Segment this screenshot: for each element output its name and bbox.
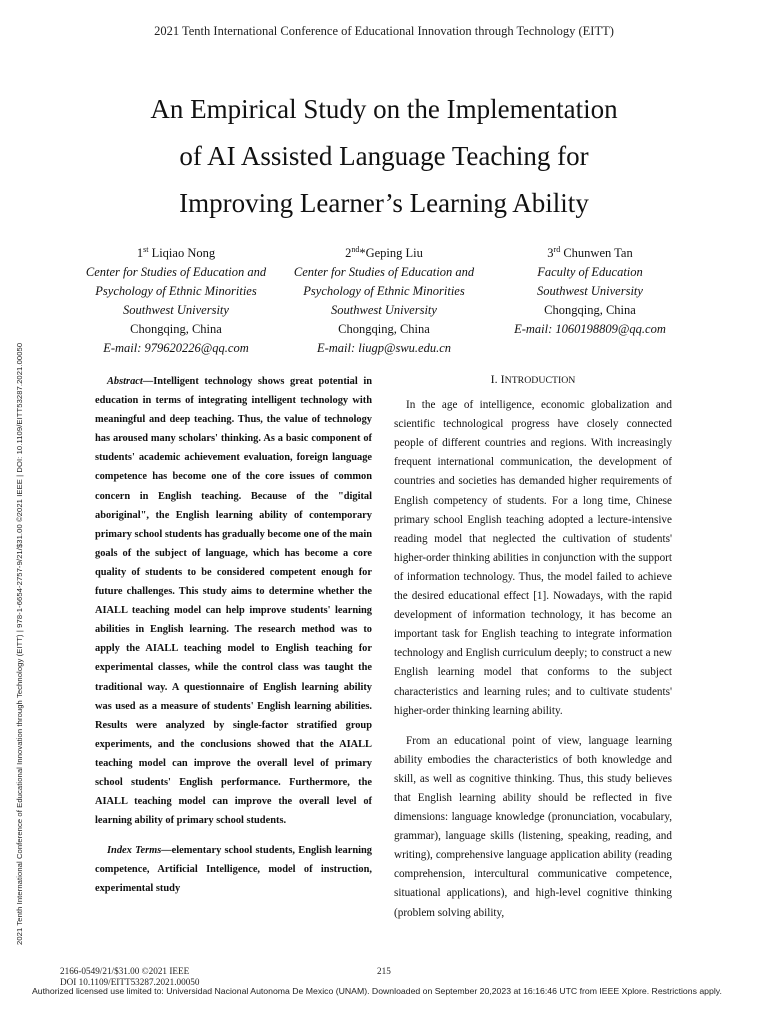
author-location: Chongqing, China [338,322,430,337]
index-terms-text: —elementary school students, English learning competence, Artificial Intelligence, model of instruction, experimental study [95,845,372,895]
section-heading: I. INTRODUCTION [490,372,576,386]
footer-doi: DOI 10.1109/EITT53287.2021.00050 [60,977,200,987]
author-name: 3rd Chunwen Tan [547,245,633,261]
author-affiliation: Southwest University [537,284,643,299]
license-notice: Authorized licensed use limited to: Universidad Nacional Autonoma De Mexico (UNAM). Downloaded on September 20,2023 at 16:16:46 UTC from IEEE Xplore. Restrictions apply. [32,986,722,996]
author-2-block [274,240,494,358]
author-affiliation: Psychology of Ethnic Minorities [303,284,465,299]
page-number: 215 [377,966,391,976]
left-column [95,372,372,899]
conference-header: 2021 Tenth International Conference of Educational Innovation through Technology (EITT) [154,24,614,38]
index-terms-paragraph [95,841,372,898]
author-affiliation: Center for Studies of Education and [85,265,267,280]
author-3-block [480,240,700,339]
intro-paragraph-2: From an educational point of view, language learning ability embodies the characteristics of both knowledge and skill, as well as cognitive thinking. Thus, this study believes that English learning ability should be reflected in five dimensions: language knowledge (pronunciation, vocabulary, grammar), language skills (listening, speaking, reading, and writing), comprehensive language application ability (reading comprehension, intercultural communicative competence, situational applications), and high-level cognitive thinking (problem solving ability, [394,734,672,919]
title-line: Improving Learner’s Learning Ability [179,188,589,218]
title-line: An Empirical Study on the Implementation [150,94,618,124]
author-affiliation: Southwest University [123,303,229,318]
author-affiliation: Psychology of Ethnic Minorities [95,284,257,299]
author-email: E-mail: 1060198809@qq.com [514,322,666,337]
abstract-text: —Intelligent technology shows great potential in education in terms of integrating intelligent technology with meaningful and deep teaching. Thus, the value of technology has aroused many scholars' thinking. As a basic component of students' academic achievement evaluation, foreign language competence has become one of the core issues of common concern in English teaching. Because of the "digital aboriginal", the English learning ability of contemporary primary school students has gradually become one of the main goals of the subject of language, which has become a core quality of students to be considered competent enough for future challenges. This study aims to determine whether the AIALL teaching model can help improve students' learning abilities in English learning. The research method was to apply the AIALL teaching model to English teaching for experimental classes, while the control class was taught the traditional way. A questionnaire of English learning ability was used as a measure of students' English learning abilities. Results were analyzed by single-factor stratified group experiments, and the conclusions showed that the AIALL teaching model can improve the overall level of primary school students' English performance. Furthermore, the AIALL teaching model can improve the overall level of learning ability of primary school students. [95,376,372,827]
author-name: 1st Liqiao Nong [136,245,216,261]
right-column [394,370,672,923]
author-name: 2nd*Geping Liu [345,245,423,261]
author-location: Chongqing, China [544,303,636,318]
author-1-block [66,240,286,358]
footer-issn: 2166-0549/21/$31.00 ©2021 IEEE [60,966,190,976]
index-terms-lead: Index Terms [107,845,162,857]
side-banner-text: 2021 Tenth International Conference of Educational Innovation through Technology (EITT) | 978-1-6654-2757-9/21/$31.00 ©2021 IEEE | DOI: 10.1109/EITT53287.2021.00050 [15,342,24,945]
intro-paragraph-1: In the age of intelligence, economic globalization and scientific technological progress have closely connected people of different countries and regions. With increasingly frequent international communication, the development of countries and societies has demanded higher requirements of English competency of students. For a long time, Chinese primary school English teaching adopted a lecture-intensive reading model that neglected the cultivation of students' higher-order thinking abilities in conjunction with the support of information technology. Thus, the model failed to achieve the desired educational effect [1]. Nowadays, with the rapid development of information technology, it has become an important task for English teaching to integrate information technology and English curriculum deeply; to construct a new English learning model that conforms to the subject characteristics and learning rules; and to cultivate students' higher-order thinking learning ability. [394,399,672,717]
author-affiliation: Faculty of Education [537,265,643,280]
abstract-paragraph [95,372,372,830]
author-affiliation: Center for Studies of Education and [293,265,475,280]
abstract-lead: Abstract [107,376,143,387]
author-affiliation: Southwest University [331,303,437,318]
author-location: Chongqing, China [130,322,222,337]
title-line: of AI Assisted Language Teaching for [179,141,589,171]
footer-copyright [60,966,200,988]
side-doi-banner [5,215,25,945]
author-email: E-mail: 979620226@qq.com [103,341,249,356]
paper-title [80,86,688,227]
author-email: E-mail: liugp@swu.edu.cn [316,341,452,356]
